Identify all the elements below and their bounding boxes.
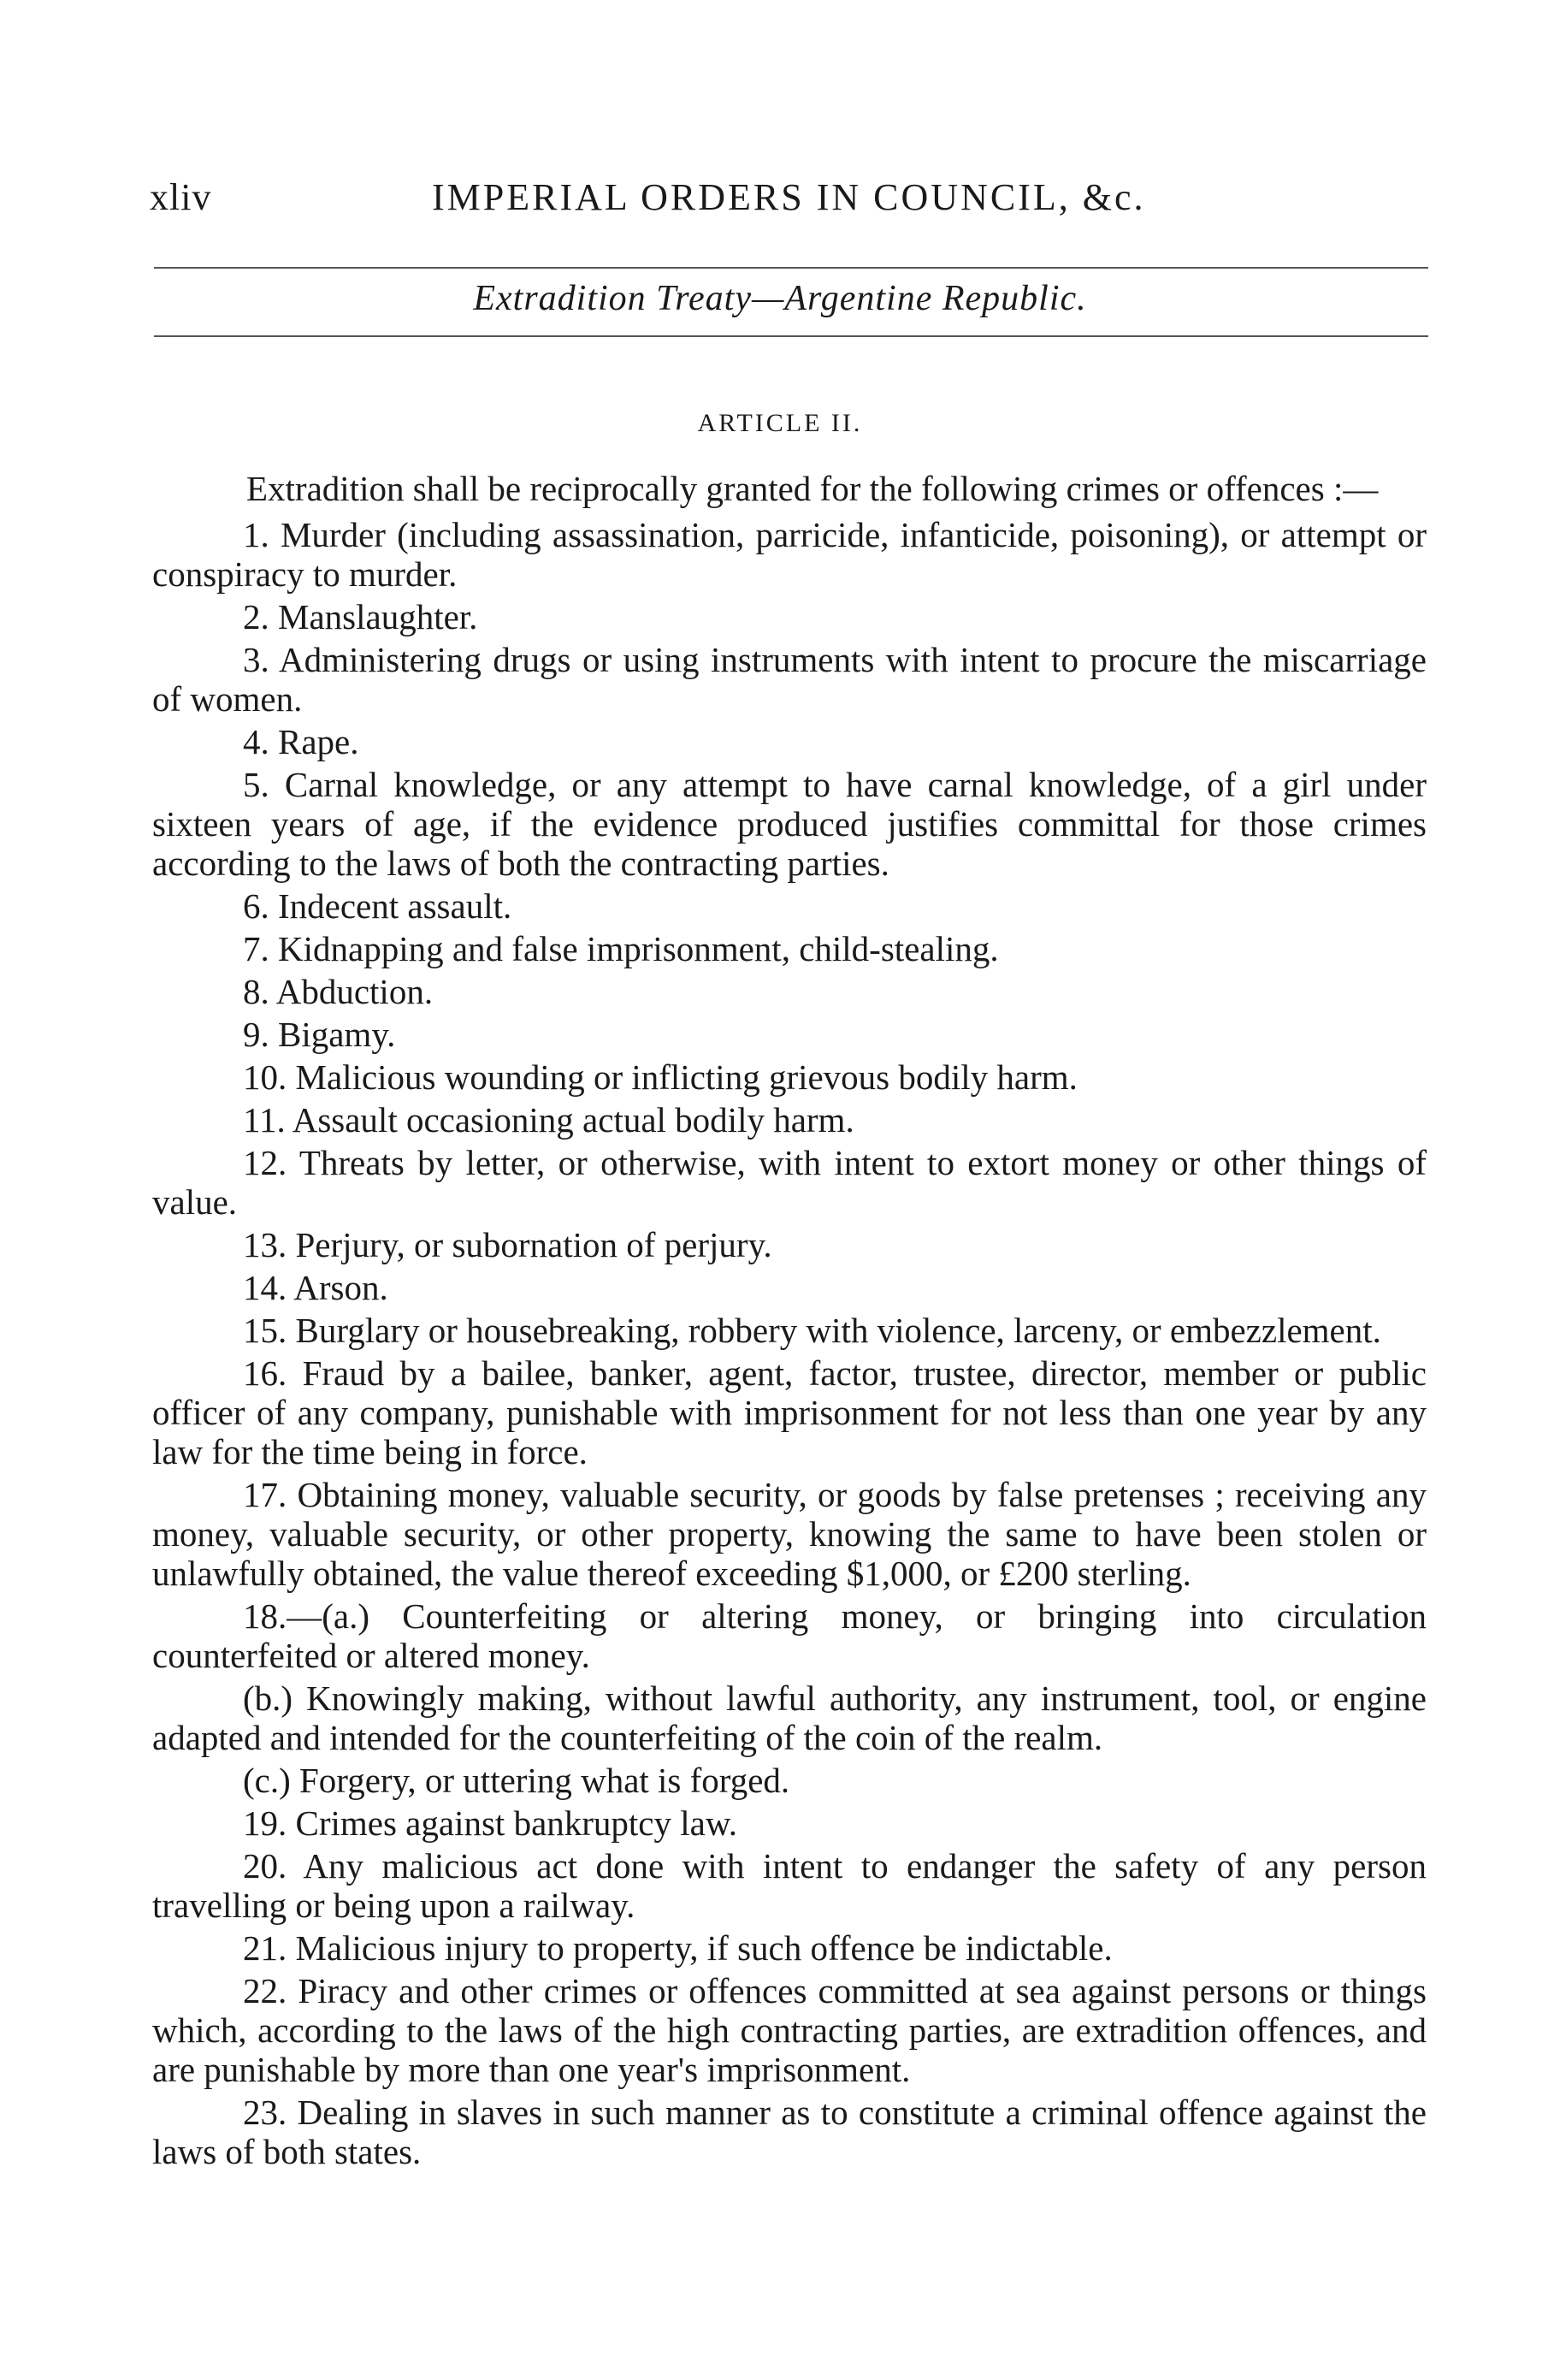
list-item: 13. Perjury, or subornation of perjury. — [243, 1225, 772, 1264]
article-body — [152, 469, 1427, 2175]
list-item: 10. Malicious wounding or inflicting grievous bodily harm. — [243, 1057, 1078, 1097]
list-item: 20. Any malicious act done with intent to endanger the safety of any person travelling or being upon a railway. — [152, 1846, 1427, 1925]
top-divider — [154, 267, 1428, 269]
page-title: IMPERIAL ORDERS IN COUNCIL, &c. — [432, 176, 1146, 218]
list-item: 17. Obtaining money, valuable security, or goods by false pretenses ; receiving any money, valuable security, or other property, knowing the same to have been stolen or unlawfully obtained, the value thereof exceeding $1,000, or £200 sterling. — [152, 1475, 1427, 1593]
list-item: 15. Burglary or housebreaking, robbery with violence, larceny, or embezzlement. — [243, 1311, 1381, 1350]
section-subtitle: Extradition Treaty—Argentine Republic. — [473, 279, 1087, 318]
list-item: 5. Carnal knowledge, or any attempt to have carnal knowledge, of a girl under sixteen years of age, if the evidence produced justifies committal for those crimes according to the laws of both the contracting parties. — [152, 765, 1427, 883]
list-item: 4. Rape. — [243, 722, 359, 761]
list-item: 16. Fraud by a bailee, banker, agent, factor, trustee, director, member or public officer of any company, punishable with imprisonment for not less than one year by any law for the time being in force. — [152, 1353, 1427, 1471]
page-number: xliv — [150, 176, 212, 218]
list-item: 14. Arson. — [243, 1268, 388, 1307]
list-item: 11. Assault occasioning actual bodily harm. — [243, 1100, 854, 1140]
list-item: 18.—(a.) Counterfeiting or altering money, or bringing into circulation counterfeited or altered money. — [152, 1596, 1427, 1675]
list-item: 2. Manslaughter. — [243, 597, 478, 636]
list-item: 23. Dealing in slaves in such manner as to constitute a criminal offence against the laws of both states. — [152, 2093, 1427, 2171]
list-item: 21. Malicious injury to property, if such offence be indictable. — [243, 1928, 1113, 1968]
list-item: 1. Murder (including assassination, parricide, infanticide, poisoning), or attempt or conspiracy to murder. — [152, 515, 1427, 594]
list-item: 6. Indecent assault. — [243, 886, 512, 926]
list-item: 3. Administering drugs or using instruments with intent to procure the miscarriage of women. — [152, 640, 1427, 719]
list-item: (b.) Knowingly making, without lawful authority, any instrument, tool, or engine adapted and intended for the counterfeiting of the coin of the realm. — [152, 1678, 1427, 1757]
bottom-divider — [154, 335, 1428, 337]
article-heading: ARTICLE II. — [697, 409, 863, 437]
list-item: 19. Crimes against bankruptcy law. — [243, 1803, 738, 1843]
running-head — [150, 175, 1428, 227]
list-item: 9. Bigamy. — [243, 1015, 396, 1054]
list-item: (c.) Forgery, or uttering what is forged. — [243, 1761, 790, 1800]
list-item: 12. Threats by letter, or otherwise, with intent to extort money or other things of value. — [152, 1143, 1427, 1222]
list-item: 8. Abduction. — [243, 972, 434, 1011]
list-item: 22. Piracy and other crimes or offences committed at sea against persons or things which, according to the laws of the high contracting parties, are extradition offences, and are punishable by more than one year's imprisonment. — [152, 1971, 1427, 2089]
list-item: 7. Kidnapping and false imprisonment, child-stealing. — [243, 929, 999, 968]
article-intro: Extradition shall be reciprocally granted for the following crimes or offences :— — [246, 469, 1379, 508]
